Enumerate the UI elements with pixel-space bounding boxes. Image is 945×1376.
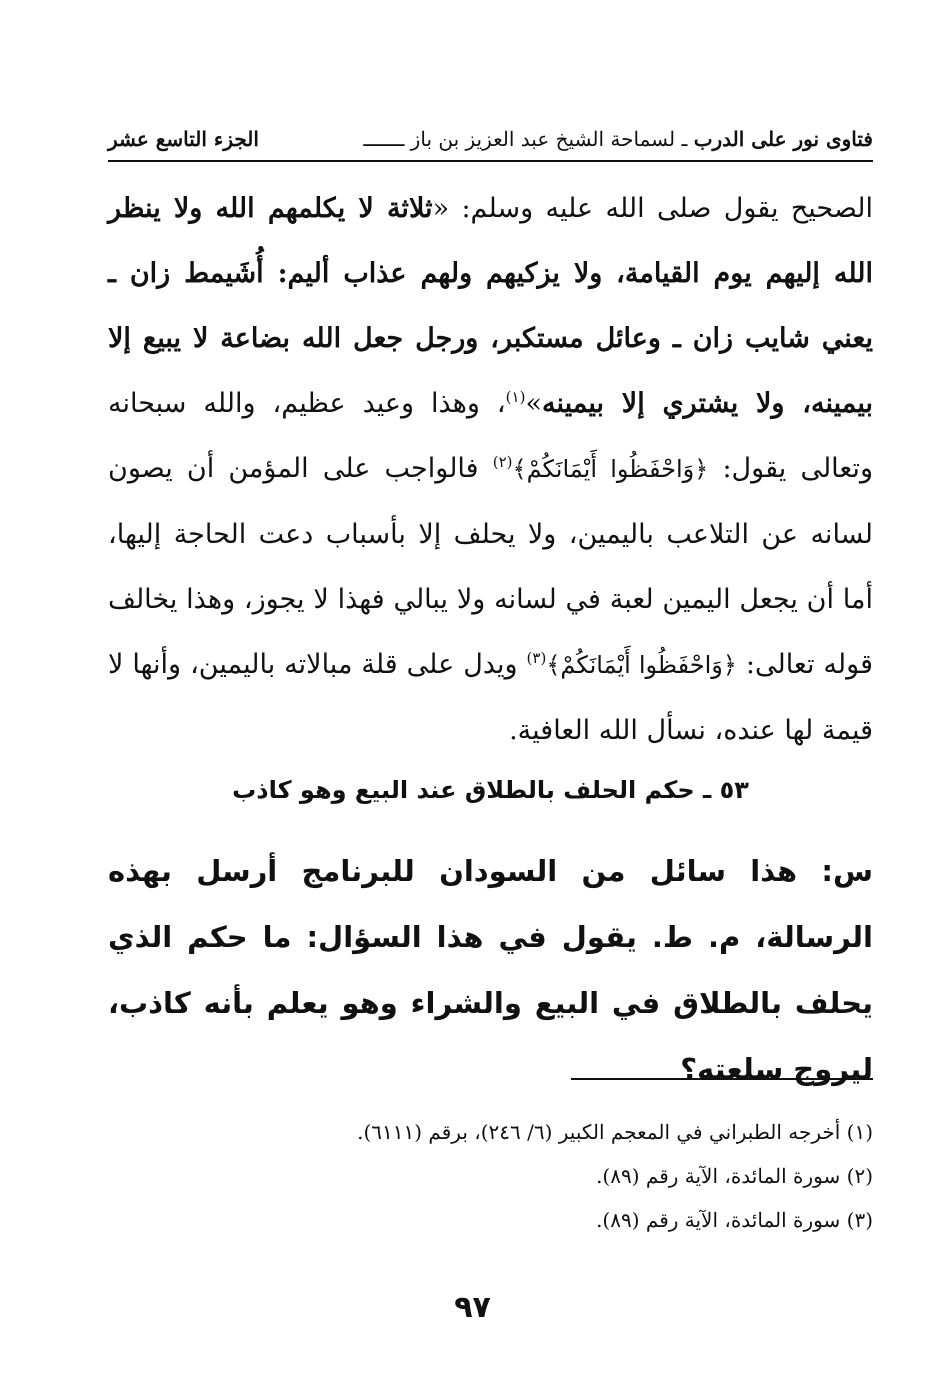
footnote-ref: (٣)	[526, 649, 547, 667]
main-paragraph	[108, 176, 873, 763]
quran-verse: ﴿وَاحْفَظُوا أَيْمَانَكُمْ﴾	[546, 651, 737, 679]
footnotes	[108, 1110, 873, 1242]
page-number: ٩٧	[454, 1290, 491, 1325]
body-text-run: فالواجب على المؤمن أن يصون لسانه عن التلاعب باليمين، ولا يحلف إلا بأسباب دعت الحاجة إليها، أما أن يجعل اليمين لعبة في لسانه ولا يبالي فهذا لا يجوز، وهذا يخالف قوله تعالى:	[108, 453, 873, 680]
header-book-title: فتاوى نور على الدرب	[693, 127, 873, 151]
footnote-ref: (١)	[505, 388, 526, 406]
footnote-ref: (٢)	[492, 453, 513, 471]
footnote-item: (١) أخرجه الطبراني في المعجم الكبير (٦/ ٢٤٦)، برقم (٦١١١).	[357, 1120, 873, 1144]
section-heading: ٥٣ ـ حكم الحلف بالطلاق عند البيع وهو كاذب	[232, 776, 749, 804]
body-text-run: الصحيح يقول صلى الله عليه وسلم: «	[432, 193, 873, 224]
hadith-quote: ثلاثة لا يكلمهم الله ولا ينظر الله إليهم يوم القيامة، ولا يزكيهم ولهم عذاب أليم: أُشَيمط زان ـ يعني شايب زان ـ وعائل مستكبر، ورجل جعل الله بضاعة لا يبيع إلا بيمينه، ولا يشتري إلا بيمينه	[108, 193, 874, 419]
header-author: ـ لسماحة الشيخ عبد العزيز بن باز ـــــــ	[363, 127, 688, 151]
footnote-divider	[571, 1078, 873, 1080]
body-text-run: ، وهذا وعيد عظيم، والله سبحانه وتعالى يقول:	[108, 388, 873, 484]
body-text-run: »	[525, 388, 542, 419]
body-text-run: ويدل على قلة مبالاته باليمين، وأنها لا قيمة لها عنده، نسأل الله العافية.	[108, 649, 873, 746]
quran-verse: ﴿وَاحْفَظُوا أَيْمَانَكُمْ﴾	[512, 455, 709, 483]
footnote-item: (٢) سورة المائدة، الآية رقم (٨٩).	[596, 1164, 873, 1188]
header-book-and-author	[363, 119, 873, 159]
header-volume: الجزء التاسع عشر	[108, 127, 259, 151]
question-paragraph: س: هذا سائل من السودان للبرنامج أرسل بهذه الرسالة، م. ط. يقول في هذا السؤال: ما حكم الذي يحلف بالطلاق في البيع والشراء وهو يعلم بأنه كاذب، ليروج سلعته؟	[108, 854, 873, 1086]
running-header	[108, 118, 873, 162]
footnote-item: (٣) سورة المائدة، الآية رقم (٨٩).	[596, 1208, 873, 1232]
